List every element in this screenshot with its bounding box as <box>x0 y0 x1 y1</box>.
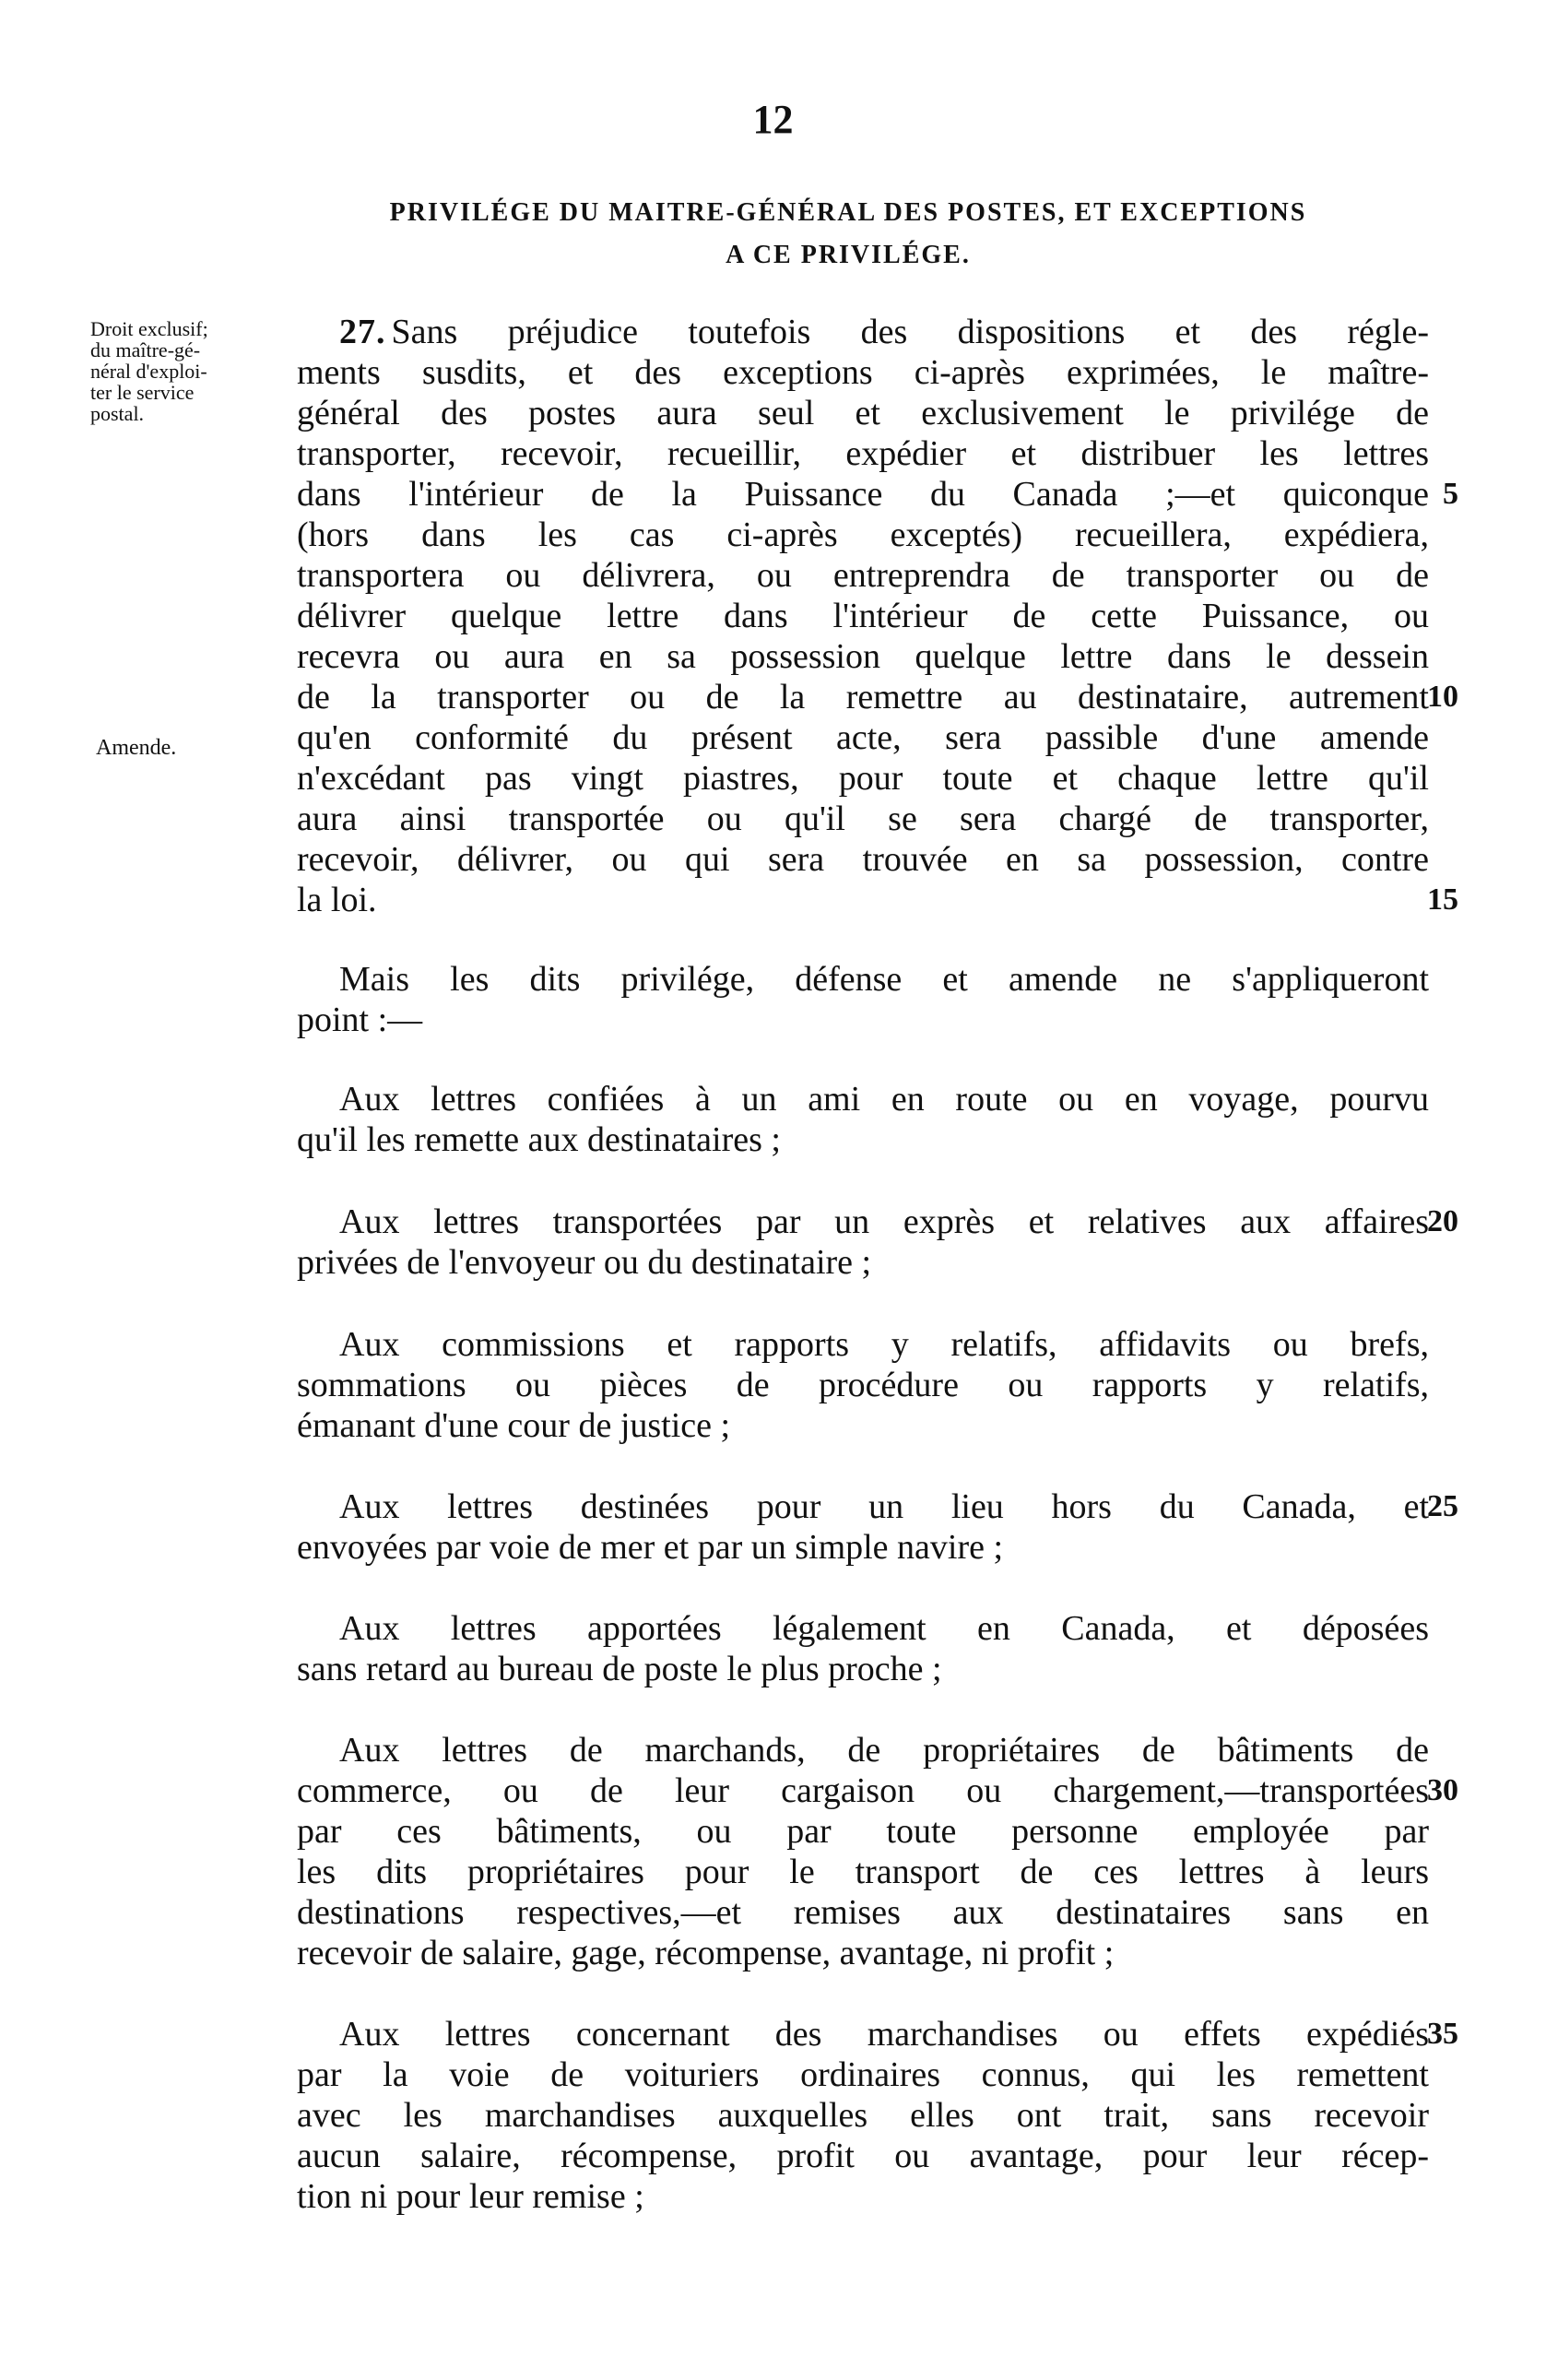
paragraph-line: n'excédant pas vingt piastres, pour toute et chaque lettre qu'il <box>297 759 1429 798</box>
margin-note-line: ter le service <box>90 381 195 404</box>
line-number: 10 <box>1427 680 1458 714</box>
line-number: 20 <box>1427 1204 1458 1238</box>
paragraph-line: délivrer quelque lettre dans l'intérieur de cette Puissance, ou <box>297 597 1429 635</box>
paragraph-line: émanant d'une cour de justice ; <box>297 1406 731 1445</box>
paragraph-line: recevoir de salaire, gage, récompense, avantage, ni profit ; <box>297 1934 1115 1972</box>
paragraph-line: recevra ou aura en sa possession quelque lettre dans le dessein <box>297 637 1429 676</box>
paragraph-line: Aux lettres confiées à un ami en route ou en voyage, pourvu <box>339 1080 1429 1119</box>
paragraph-line: qu'il les remette aux destinataires ; <box>297 1120 781 1159</box>
paragraph-line: par la voie de voituriers ordinaires connus, qui les remettent <box>297 2055 1429 2094</box>
paragraph-line: qu'en conformité du présent acte, sera passible d'une amende <box>297 718 1429 757</box>
paragraph-line: dans l'intérieur de la Puissance du Canada ;—et quiconque <box>297 475 1429 514</box>
paragraph-line: aucun salaire, récompense, profit ou avantage, pour leur récep- <box>297 2137 1429 2175</box>
paragraph-line: privées de l'envoyeur ou du destinataire ; <box>297 1243 872 1282</box>
line-number: 30 <box>1427 1773 1458 1807</box>
heading-line: A CE PRIVILÉGE. <box>726 241 971 269</box>
page-number: 12 <box>752 97 794 142</box>
paragraph-line: de la transporter ou de la remettre au destinataire, autrement <box>297 678 1429 716</box>
paragraph-line: envoyées par voie de mer et par un simple navire ; <box>297 1528 1004 1567</box>
line-number: 15 <box>1427 882 1458 917</box>
paragraph-line: Aux lettres apportées légalement en Canada, et déposées <box>339 1609 1429 1648</box>
paragraph-line: (hors dans les cas ci-après exceptés) recueillera, expédiera, <box>297 515 1429 554</box>
section-first-line-text: Sans préjudice toutefois des dispositions et des régle- <box>391 313 1429 351</box>
paragraph-line: recevoir, délivrer, ou qui sera trouvée en sa possession, contre <box>297 840 1429 879</box>
line-number: 25 <box>1427 1489 1458 1523</box>
section-number: 27. <box>339 313 386 351</box>
margin-note-line: postal. <box>90 402 145 425</box>
margin-note-line: néral d'exploi- <box>90 360 207 383</box>
paragraph-line: la loi. <box>297 881 377 919</box>
paragraph-line: Aux commissions et rapports y relatifs, affidavits ou brefs, <box>339 1325 1429 1364</box>
paragraph-line: Aux lettres transportées par un exprès et relatives aux affaires <box>339 1202 1429 1241</box>
heading-line: PRIVILÉGE DU MAITRE-GÉNÉRAL DES POSTES, ET EXCEPTIONS <box>389 198 1307 227</box>
margin-note-line: du maître-gé- <box>90 338 201 361</box>
paragraph-line: les dits propriétaires pour le transport de ces lettres à leurs <box>297 1853 1429 1891</box>
line-number: 35 <box>1427 2017 1458 2051</box>
paragraph-line: par ces bâtiments, ou par toute personne employée par <box>297 1812 1429 1851</box>
paragraph-line: général des postes aura seul et exclusivement le privilége de <box>297 394 1429 432</box>
paragraph-line: Mais les dits privilége, défense et amende ne s'appliqueront <box>339 960 1429 999</box>
line-number: 5 <box>1443 477 1458 511</box>
paragraph-line: transportera ou délivrera, ou entreprendra de transporter ou de <box>297 556 1429 595</box>
paragraph-line: Aux lettres concernant des marchandises ou effets expédiés <box>339 2015 1429 2054</box>
paragraph-line: tion ni pour leur remise ; <box>297 2177 644 2216</box>
section-first-line <box>339 312 1429 352</box>
paragraph-line: sans retard au bureau de poste le plus proche ; <box>297 1650 942 1688</box>
paragraph-line: aura ainsi transportée ou qu'il se sera chargé de transporter, <box>297 799 1429 838</box>
paragraph-line: ments susdits, et des exceptions ci-après exprimées, le maître- <box>297 353 1429 392</box>
paragraph-line: Aux lettres de marchands, de propriétaires de bâtiments de <box>339 1731 1429 1770</box>
paragraph-line: destinations respectives,—et remises aux destinataires sans en <box>297 1893 1429 1932</box>
paragraph-line: avec les marchandises auxquelles elles ont trait, sans recevoir <box>297 2096 1429 2135</box>
margin-note-line: Droit exclusif; <box>90 317 208 340</box>
paragraph-line: point :— <box>297 1001 423 1039</box>
margin-note-fine: Amende. <box>96 736 177 760</box>
paragraph-line: transporter, recevoir, recueillir, expédier et distribuer les lettres <box>297 434 1429 473</box>
paragraph-line: sommations ou pièces de procédure ou rapports y relatifs, <box>297 1366 1429 1404</box>
paragraph-line: Aux lettres destinées pour un lieu hors du Canada, et <box>339 1487 1429 1526</box>
paragraph-line: commerce, ou de leur cargaison ou chargement,—transportées <box>297 1771 1429 1810</box>
